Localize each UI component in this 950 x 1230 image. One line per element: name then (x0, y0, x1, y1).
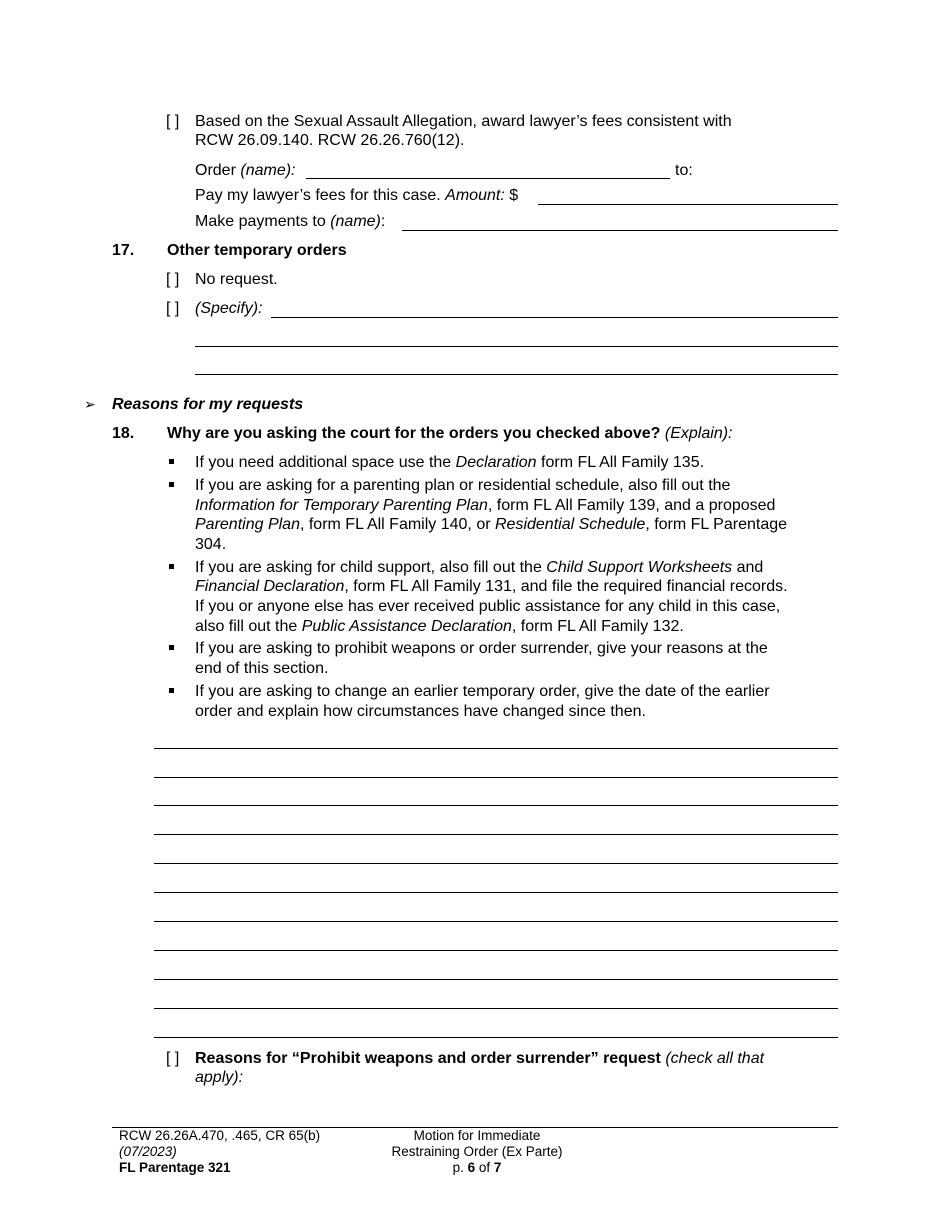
weapons-reasons-title: Reasons for “Prohibit weapons and order surrender” request (check all that (195, 1050, 765, 1067)
specify-checkbox[interactable]: [ ] (166, 300, 180, 317)
explain-line-3[interactable] (154, 805, 838, 806)
bullet-2-line1: If you are asking for a parenting plan or residential schedule, also fill out the (195, 477, 731, 494)
specify-field-line-3[interactable] (195, 374, 838, 375)
no-request-checkbox[interactable]: [ ] (166, 271, 180, 288)
section-17-number: 17. (112, 242, 135, 259)
bullet-3-line4: also fill out the Public Assistance Declaration, form FL All Family 132. (195, 618, 684, 635)
bullet-1-text: If you need additional space use the Declaration form FL All Family 135. (195, 454, 705, 471)
amount-field[interactable] (538, 204, 838, 205)
footer-title-line2: Restraining Order (Ex Parte) (391, 1144, 563, 1159)
footer-date: (07/2023) (119, 1144, 177, 1159)
bullet-3-line3: If you or anyone else has ever received public assistance for any child in this case, (195, 598, 781, 615)
make-payments-field[interactable] (402, 230, 838, 231)
bullet-2-line2: Information for Temporary Parenting Plan, form FL All Family 139, and a proposed (195, 497, 776, 514)
reasons-heading: Reasons for my requests (112, 396, 304, 413)
bullet-4-line1: If you are asking to prohibit weapons or order surrender, give your reasons at the (195, 640, 768, 657)
explain-line-5[interactable] (154, 863, 838, 864)
explain-line-11[interactable] (154, 1037, 838, 1038)
explain-line-6[interactable] (154, 892, 838, 893)
bullet-icon (169, 564, 174, 569)
bullet-3-line1: If you are asking for child support, also fill out the Child Support Worksheets and (195, 559, 764, 576)
bullet-5-line2: order and explain how circumstances have changed since then. (195, 703, 646, 720)
explain-line-8[interactable] (154, 950, 838, 951)
explain-line-9[interactable] (154, 979, 838, 980)
bullet-2-line4: 304. (195, 536, 227, 553)
bullet-icon (169, 459, 174, 464)
order-name-field[interactable] (306, 178, 670, 179)
explain-line-2[interactable] (154, 777, 838, 778)
order-to-label: to: (675, 162, 693, 179)
bullet-3-line2: Financial Declaration, form FL All Family 131, and file the required financial records. (195, 578, 788, 595)
weapons-reasons-hint: apply): (195, 1069, 244, 1086)
bullet-icon (169, 645, 174, 650)
order-name-label: Order (name): (195, 162, 296, 179)
section-18-number: 18. (112, 425, 135, 442)
bullet-icon (169, 688, 174, 693)
explain-line-1[interactable] (154, 748, 838, 749)
bullet-2-line3: Parenting Plan, form FL All Family 140, or Residential Schedule, form FL Parentage (195, 516, 788, 533)
explain-line-7[interactable] (154, 921, 838, 922)
footer-title-line1: Motion for Immediate (413, 1128, 541, 1143)
bullet-4-line2: end of this section. (195, 660, 329, 677)
specify-label: (Specify): (195, 300, 263, 317)
specify-field-line-1[interactable] (271, 317, 838, 318)
footer-page-number: p. 6 of 7 (452, 1160, 502, 1175)
pay-fees-label: Pay my lawyer’s fees for this case. Amount: $ (195, 187, 519, 204)
footer-center (377, 1128, 577, 1176)
section-17-title: Other temporary orders (167, 242, 347, 259)
make-payments-label: Make payments to (name): (195, 213, 386, 230)
arrow-bullet-icon: ➢ (84, 396, 96, 412)
lawyer-fees-item-line2: RCW 26.09.140. RCW 26.26.760(12). (195, 132, 465, 149)
explain-line-10[interactable] (154, 1008, 838, 1009)
bullet-5-line1: If you are asking to change an earlier temporary order, give the date of the earlier (195, 683, 770, 700)
specify-field-line-2[interactable] (195, 346, 838, 347)
footer-form-id: FL Parentage 321 (119, 1160, 231, 1175)
footer-statute: RCW 26.26A.470, .465, CR 65(b) (119, 1128, 321, 1143)
section-18-question: Why are you asking the court for the orders you checked above? (Explain): (167, 425, 733, 442)
lawyer-fees-checkbox[interactable]: [ ] (166, 113, 180, 130)
no-request-label: No request. (195, 271, 278, 288)
explain-line-4[interactable] (154, 834, 838, 835)
footer-left (119, 1128, 320, 1176)
lawyer-fees-item-line1: Based on the Sexual Assault Allegation, award lawyer’s fees consistent with (195, 113, 732, 130)
weapons-reasons-checkbox[interactable]: [ ] (166, 1050, 180, 1067)
bullet-icon (169, 482, 174, 487)
